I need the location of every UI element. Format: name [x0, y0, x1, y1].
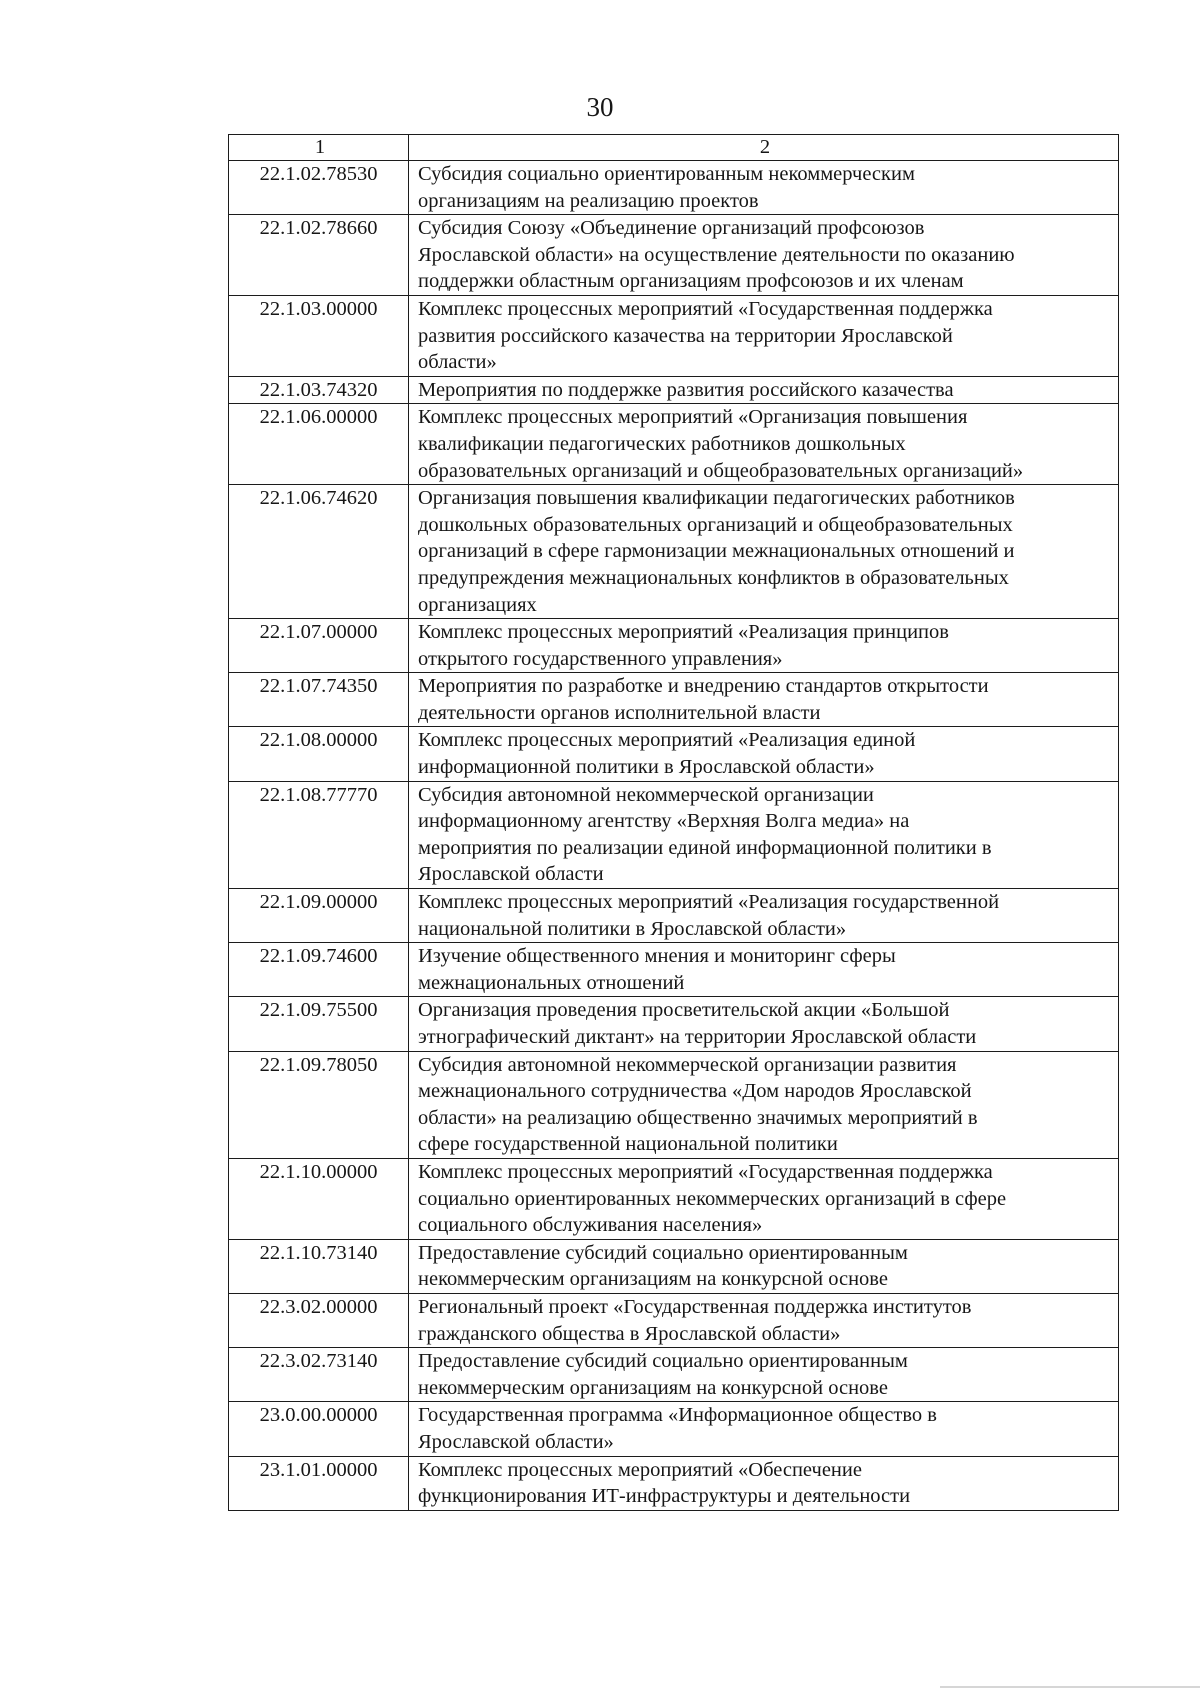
description-line: Организация проведения просветительской акции «Большой: [418, 999, 950, 1022]
row-code: 23.0.00.00000: [229, 1402, 409, 1456]
row-description: [409, 673, 1119, 727]
row-code: 22.1.03.00000: [229, 295, 409, 376]
description-line: Комплекс процессных мероприятий «Реализация принципов: [418, 621, 949, 644]
description-line: поддержки областным организациям профсоюзов и их членам: [418, 270, 964, 293]
row-code: 22.1.09.75500: [229, 997, 409, 1051]
row-code: 22.1.09.78050: [229, 1051, 409, 1158]
table-row: [229, 1456, 1119, 1510]
description-line: деятельности органов исполнительной власти: [418, 701, 821, 724]
description-line: предупреждения межнациональных конфликтов в образовательных: [418, 566, 1009, 589]
table-row: [229, 889, 1119, 943]
description-line: дошкольных образовательных организаций и общеобразовательных: [418, 513, 1013, 536]
table-row: [229, 1348, 1119, 1402]
row-code: 22.1.08.77770: [229, 781, 409, 888]
description-line: сфере государственной национальной политики: [418, 1133, 838, 1156]
table-header-row: [229, 135, 1119, 161]
description-line: Ярославской области» на осуществление деятельности по оказанию: [418, 243, 1015, 266]
description-line: открытого государственного управления»: [418, 647, 783, 670]
description-line: Комплекс процессных мероприятий «Реализация единой: [418, 729, 916, 752]
row-code: 22.1.06.74620: [229, 485, 409, 619]
description-line: Комплекс процессных мероприятий «Реализация государственной: [418, 891, 1000, 914]
table-row: [229, 1051, 1119, 1158]
description-line: Организация повышения квалификации педагогических работников: [418, 487, 1015, 510]
table-row: [229, 619, 1119, 673]
row-description: [409, 161, 1119, 215]
description-line: Субсидия автономной некоммерческой организации: [418, 783, 874, 806]
row-description: [409, 1402, 1119, 1456]
table-row: [229, 673, 1119, 727]
row-description: [409, 295, 1119, 376]
row-description: [409, 781, 1119, 888]
description-line: квалификации педагогических работников дошкольных: [418, 432, 906, 455]
column-2-header: 2: [409, 135, 1119, 161]
table-row: [229, 295, 1119, 376]
row-code: 22.1.06.00000: [229, 404, 409, 485]
row-code: 22.1.03.74320: [229, 376, 409, 404]
table-row: [229, 781, 1119, 888]
description-line: Субсидия Союзу «Объединение организаций профсоюзов: [418, 217, 925, 240]
row-code: 22.3.02.73140: [229, 1348, 409, 1402]
description-line: Комплекс процессных мероприятий «Организация повышения: [418, 406, 968, 429]
row-description: [409, 997, 1119, 1051]
budget-classification-table: [228, 134, 1119, 1511]
description-line: Предоставление субсидий социально ориентированным: [418, 1350, 908, 1373]
row-code: 22.1.08.00000: [229, 727, 409, 781]
table-row: [229, 376, 1119, 404]
row-description: [409, 619, 1119, 673]
description-line: Комплекс процессных мероприятий «Государственная поддержка: [418, 297, 993, 320]
row-code: 23.1.01.00000: [229, 1456, 409, 1510]
description-line: образовательных организаций и общеобразовательных организаций»: [418, 459, 1024, 482]
table-row: [229, 1293, 1119, 1347]
row-description: [409, 1051, 1119, 1158]
description-line: Субсидия автономной некоммерческой организации развития: [418, 1053, 957, 1076]
row-code: 22.3.02.00000: [229, 1293, 409, 1347]
table-body: [229, 135, 1119, 1511]
description-line: социального обслуживания населения»: [418, 1214, 763, 1237]
row-description: [409, 404, 1119, 485]
description-line: Ярославской области»: [418, 1430, 614, 1453]
description-line: организациям на реализацию проектов: [418, 189, 759, 212]
description-line: Региональный проект «Государственная поддержка институтов: [418, 1295, 972, 1318]
row-code: 22.1.02.78530: [229, 161, 409, 215]
description-line: организаций в сфере гармонизации межнациональных отношений и: [418, 540, 1015, 563]
description-line: области» на реализацию общественно значимых мероприятий в: [418, 1106, 978, 1129]
row-description: [409, 1158, 1119, 1239]
description-line: функционирования ИТ-инфраструктуры и деятельности: [418, 1485, 911, 1508]
description-line: мероприятия по реализации единой информационной политики в: [418, 836, 992, 859]
row-description: [409, 215, 1119, 296]
description-line: межнационального сотрудничества «Дом народов Ярославской: [418, 1080, 972, 1103]
description-line: межнациональных отношений: [418, 971, 685, 994]
table-row: [229, 161, 1119, 215]
table-row: [229, 727, 1119, 781]
page-number: 30: [586, 92, 614, 122]
row-description: [409, 1456, 1119, 1510]
table-row: [229, 943, 1119, 997]
row-description: [409, 1348, 1119, 1402]
table-row: [229, 404, 1119, 485]
row-code: 22.1.10.00000: [229, 1158, 409, 1239]
row-code: 22.1.07.74350: [229, 673, 409, 727]
row-code: 22.1.09.74600: [229, 943, 409, 997]
description-line: Комплекс процессных мероприятий «Обеспечение: [418, 1458, 862, 1481]
table-row: [229, 1158, 1119, 1239]
row-code: 22.1.02.78660: [229, 215, 409, 296]
table-row: [229, 215, 1119, 296]
description-line: развития российского казачества на территории Ярославской: [418, 324, 953, 347]
description-line: этнографический диктант» на территории Ярославской области: [418, 1026, 977, 1048]
row-description: [409, 376, 1119, 404]
description-line: Изучение общественного мнения и мониторинг сферы: [418, 945, 896, 968]
description-line: Государственная программа «Информационное общество в: [418, 1404, 937, 1427]
column-1-header: 1: [229, 135, 409, 161]
row-code: 22.1.09.00000: [229, 889, 409, 943]
description-line: Комплекс процессных мероприятий «Государственная поддержка: [418, 1160, 993, 1183]
description-line: социально ориентированных некоммерческих организаций в сфере: [418, 1187, 1007, 1210]
row-description: [409, 1239, 1119, 1293]
description-line: некоммерческим организациям на конкурсной основе: [418, 1268, 888, 1291]
description-line: информационной политики в Ярославской области»: [418, 756, 875, 779]
description-line: области»: [418, 351, 497, 374]
row-code: 22.1.10.73140: [229, 1239, 409, 1293]
row-description: [409, 943, 1119, 997]
table-row: [229, 997, 1119, 1051]
row-description: [409, 889, 1119, 943]
row-description: [409, 1293, 1119, 1347]
description-line: информационному агентству «Верхняя Волга медиа» на: [418, 810, 910, 833]
row-description: [409, 485, 1119, 619]
table-row: [229, 485, 1119, 619]
row-code: 22.1.07.00000: [229, 619, 409, 673]
description-line: национальной политики в Ярославской области»: [418, 917, 847, 940]
description-line: организациях: [418, 593, 537, 616]
table-row: [229, 1239, 1119, 1293]
description-line: Субсидия социально ориентированным некоммерческим: [418, 163, 915, 185]
description-line: Мероприятия по поддержке развития российского казачества: [418, 378, 954, 401]
description-line: Мероприятия по разработке и внедрению стандартов открытости: [418, 675, 989, 698]
description-line: Ярославской области: [418, 863, 604, 886]
description-line: Предоставление субсидий социально ориентированным: [418, 1241, 908, 1264]
row-description: [409, 727, 1119, 781]
table-row: [229, 1402, 1119, 1456]
description-line: гражданского общества в Ярославской области»: [418, 1322, 841, 1345]
scan-edge-line: [940, 1686, 1200, 1688]
description-line: некоммерческим организациям на конкурсной основе: [418, 1376, 888, 1399]
